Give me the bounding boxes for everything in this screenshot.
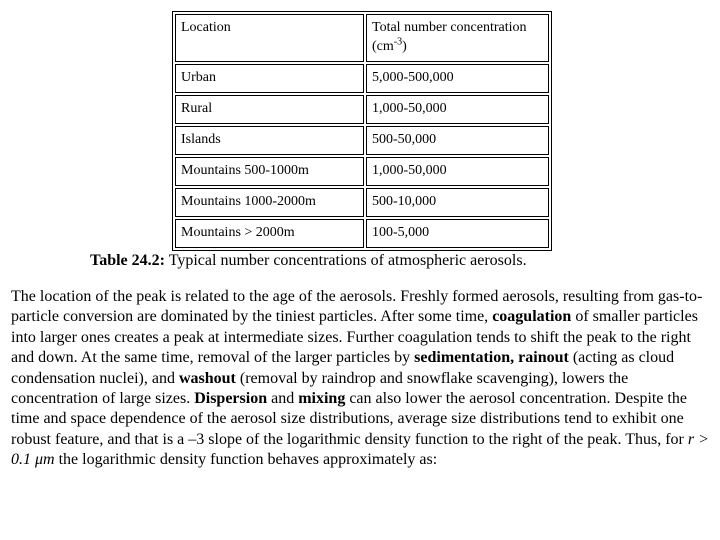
concentration-cell: 100-5,000 [366,219,549,248]
concentration-cell: 500-50,000 [366,126,549,155]
location-cell: Urban [175,64,364,93]
location-cell: Mountains 1000-2000m [175,188,364,217]
table-row [175,95,549,124]
table-row [175,188,549,217]
term-sedimentation-rainout: sedimentation, rainout [414,349,569,367]
term-dispersion: Dispersion [194,390,268,408]
table-row [175,219,549,248]
concentration-cell: 5,000-500,000 [366,64,549,93]
math-radius-condition: r > 0.1 μm [11,430,709,469]
term-coagulation: coagulation [492,308,572,326]
caption-label: Table 24.2: [90,252,165,269]
body-paragraph: The location of the peak is related to the age of the aerosols. Freshly formed aerosols, resulting from gas-to-particle conversion are dominated by the tiniest particles. After some time, coagulation of smaller particles into larger ones creates a peak at intermediate sizes. Further coagulation tends to shift the peak to the right and down. At the same time, removal of the larger particles by sedimentation, rainout (acting as cloud condensation nuclei), and washout (removal by raindrop and snowflake scavenging), lowers the concentration of large sizes. Dispersion and mixing can also lower the aerosol concentration. Despite the time and space dependence of the aerosol size distributions, average size distributions tend to exhibit one robust feature, and that is a –3 slope of the logarithmic density function to the right of the peak. Thus, for r > 0.1 μm the logarithmic density function behaves approximately as: [11,288,709,469]
table-header-row [175,14,549,62]
location-cell: Islands [175,126,364,155]
location-cell: Mountains > 2000m [175,219,364,248]
concentration-cell: 1,000-50,000 [366,157,549,186]
concentration-cell: 500-10,000 [366,188,549,217]
header-concentration: Total number concentration $(cm^{-3})$ [366,14,549,62]
concentration-cell: 1,000-50,000 [366,95,549,124]
caption-text: Typical number concentrations of atmospheric aerosols. [168,252,527,269]
location-cell: Rural [175,95,364,124]
term-mixing: mixing [298,390,346,408]
aerosol-concentration-table [172,11,552,251]
table-row [175,157,549,186]
location-cell: Mountains 500-1000m [175,157,364,186]
table-row [175,64,549,93]
term-washout: washout [178,369,236,387]
header-location: Location [175,14,364,62]
table-caption [90,251,527,271]
table-row [175,126,549,155]
